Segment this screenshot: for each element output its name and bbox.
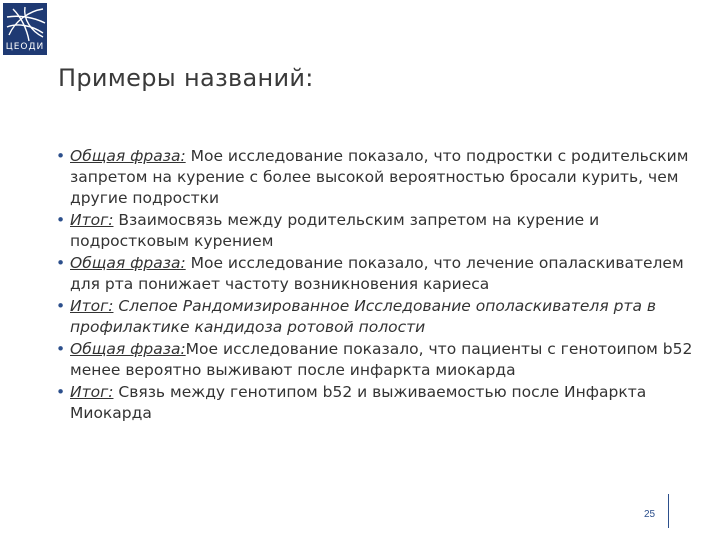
- item-label: Общая фраза:: [70, 254, 186, 272]
- logo-globe-icon: [3, 3, 47, 43]
- list-item: [54, 146, 694, 209]
- page-number-divider: [668, 494, 669, 528]
- list-item: [54, 339, 694, 381]
- item-text: Мое исследование показало, что пациенты с генотоипом b52 менее вероятно выживают после инфаркта миокарда: [70, 340, 693, 379]
- list-item: [54, 296, 694, 338]
- list-item: [54, 253, 694, 295]
- logo-lettering: ЦЕОДИ: [5, 42, 45, 52]
- item-label: Итог:: [70, 383, 114, 401]
- item-text: Слепое Рандомизированное Исследование ополаскивателя рта в профилактике кандидоза ротовой полости: [70, 297, 657, 336]
- item-label: Общая фраза:: [70, 147, 186, 165]
- item-text: Мое исследование показало, что подростки с родительским запретом на курение с более высокой вероятностью бросали курить, чем другие подростки: [70, 147, 689, 207]
- examples-list: [54, 146, 694, 425]
- item-label: Итог:: [70, 297, 114, 315]
- item-label: Итог:: [70, 211, 114, 229]
- item-text: Взаимосвязь между родительским запретом на курение и подростковым курением: [70, 211, 600, 250]
- organization-logo: [3, 3, 47, 55]
- page-number: 25: [644, 509, 656, 520]
- list-item: [54, 210, 694, 252]
- item-text: Мое исследование показало, что лечение опаласкивателем для рта понижает частоту возникновения кариеса: [70, 254, 684, 293]
- item-text: Связь между генотипом b52 и выживаемостью после Инфаркта Миокарда: [70, 383, 647, 422]
- list-item: [54, 382, 694, 424]
- item-label: Общая фраза:: [70, 340, 186, 358]
- slide-title: Примеры названий:: [58, 64, 314, 92]
